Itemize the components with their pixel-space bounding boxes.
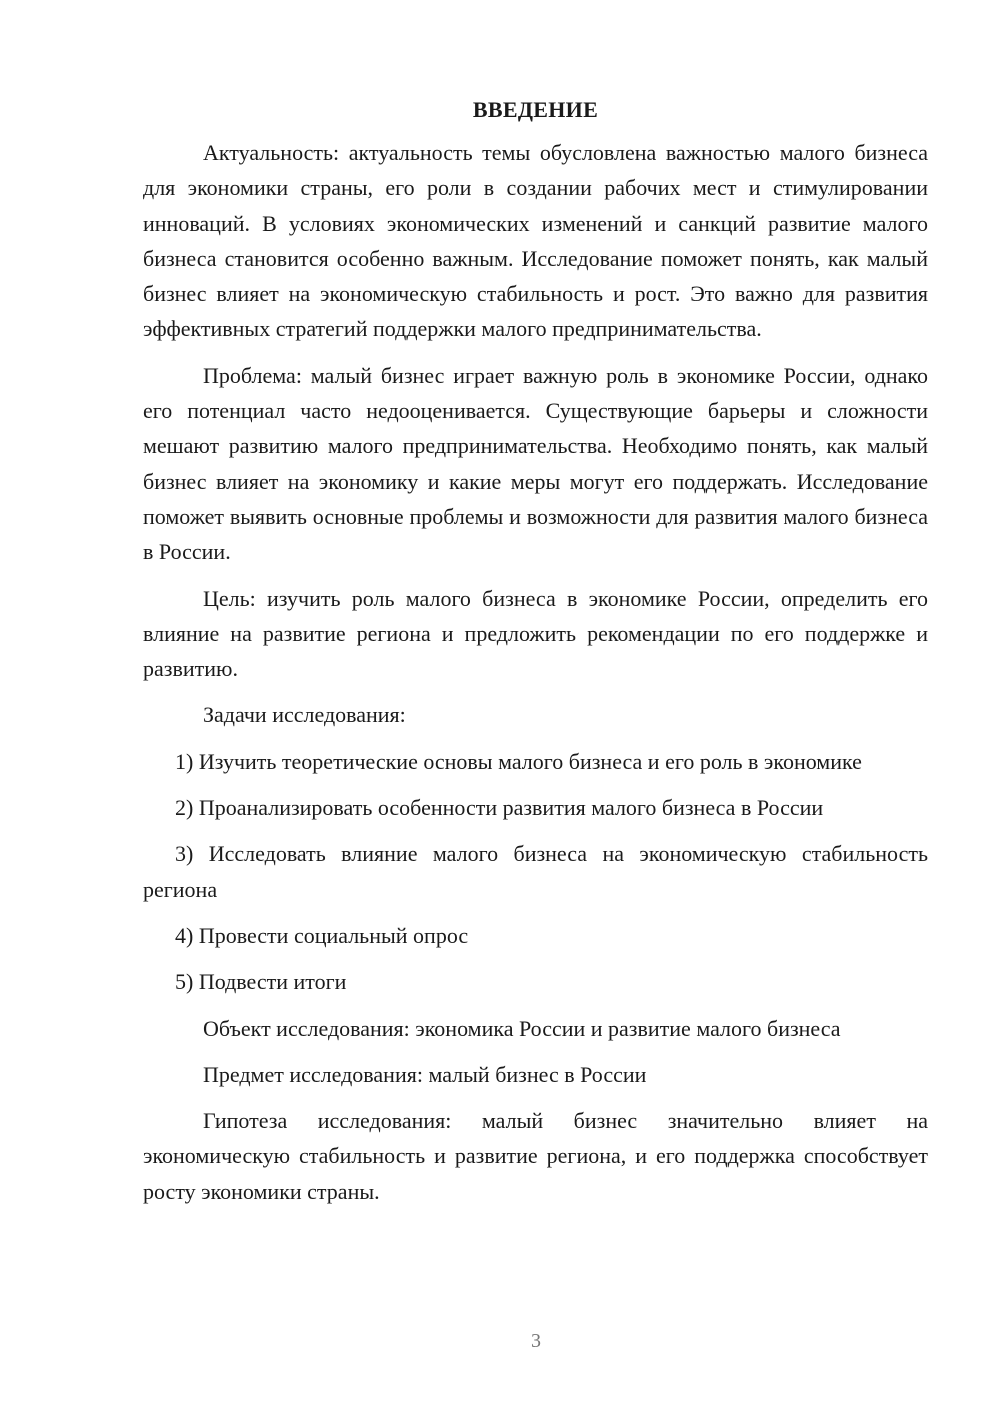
task-item-5: 5) Подвести итоги xyxy=(175,969,347,995)
document-body xyxy=(143,92,928,1209)
task-item-1: 1) Изучить теоретические основы малого бизнеса и его роль в экономике xyxy=(175,748,862,774)
hypothesis-paragraph: Гипотеза исследования: малый бизнес значительно влияет на экономическую стабильность и развитие региона, и его поддержка способствует росту экономики страны. xyxy=(143,1108,928,1204)
problem-paragraph: Проблема: малый бизнес играет важную роль в экономике России, однако его потенциал часто недооценивается. Существующие барьеры и сложности мешают развитию малого предпринимательства. Необходимо понять, как малый бизнес влияет на экономику и какие меры могут его поддержать. Исследование поможет выявить основные проблемы и возможности для развития малого бизнеса в России. xyxy=(143,362,928,565)
object-paragraph: Объект исследования: экономика России и развитие малого бизнеса xyxy=(203,1015,841,1041)
goal-paragraph: Цель: изучить роль малого бизнеса в экономике России, определить его влияние на развитие региона и предложить рекомендации по его поддержке и развитию. xyxy=(143,585,928,682)
page-title: ВВЕДЕНИЕ xyxy=(472,97,599,122)
task-item-4: 4) Провести социальный опрос xyxy=(175,922,469,948)
tasks-heading: Задачи исследования: xyxy=(203,702,406,728)
task-item-2: 2) Проанализировать особенности развития малого бизнеса в России xyxy=(175,795,824,821)
page-number: 3 xyxy=(531,1330,541,1352)
subject-paragraph: Предмет исследования: малый бизнес в России xyxy=(203,1061,647,1087)
relevance-paragraph: Актуальность: актуальность темы обусловлена важностью малого бизнеса для экономики страны, его роли в создании рабочих мест и стимулировании инноваций. В условиях экономических изменений и санкций развитие малого бизнеса становится особенно важным. Исследование поможет понять, как малый бизнес влияет на экономическую стабильность и рост. Это важно для развития эффективных стратегий поддержки малого предпринимательства. xyxy=(143,140,928,342)
task-item-3: 3) Исследовать влияние малого бизнеса на экономическую стабильность региона xyxy=(143,841,928,902)
